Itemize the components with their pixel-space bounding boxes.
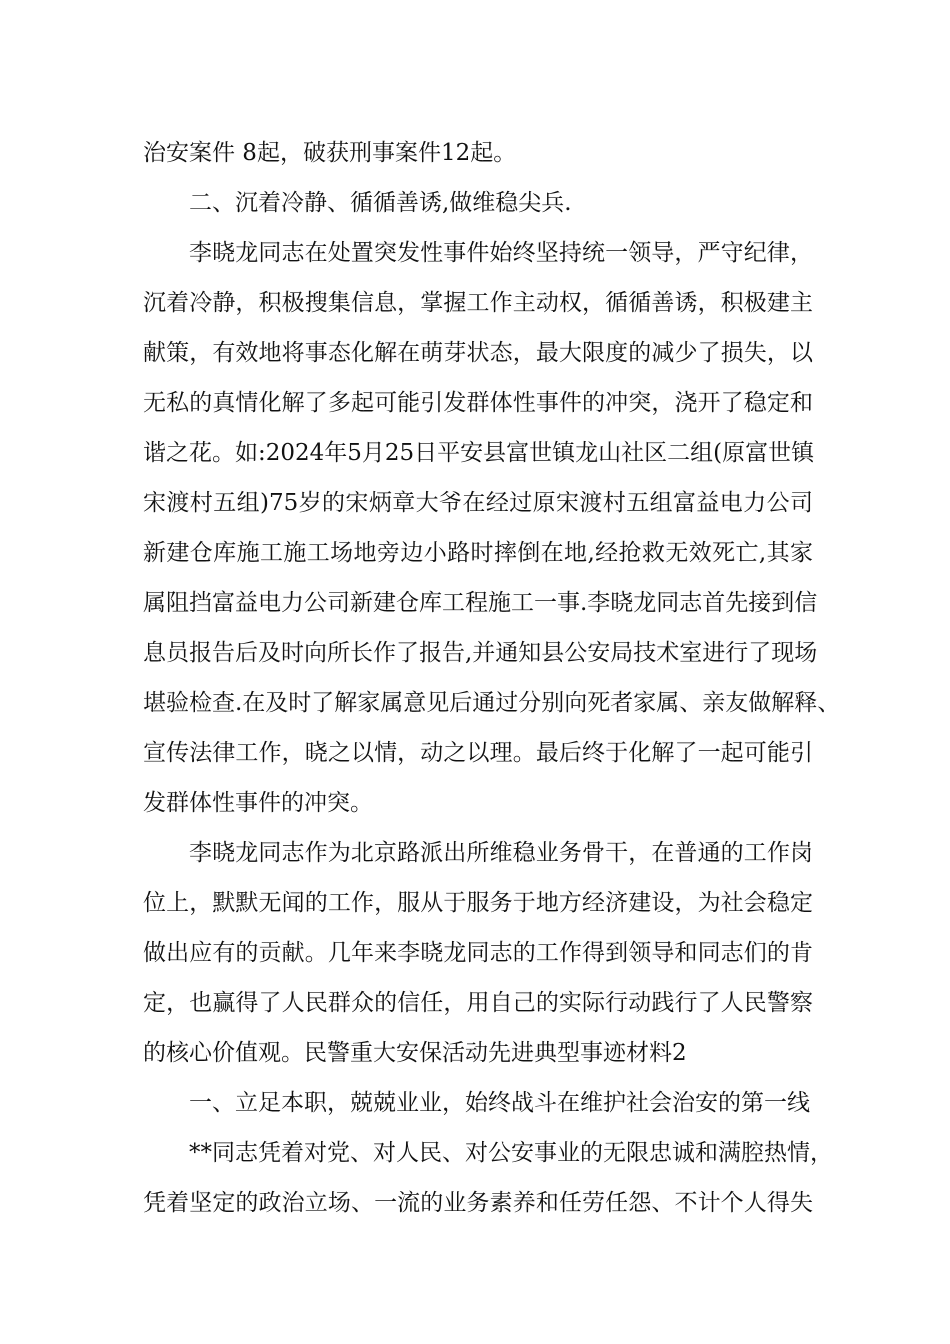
text-line: 宋渡村五组)75岁的宋炳章大爷在经过原宋渡村五组富益电力公司 [143, 490, 813, 516]
text-line: 发群体性事件的冲突。 [143, 790, 373, 816]
text-line: 沉着冷静，积极搜集信息，掌握工作主动权，循循善诱，积极建主 [143, 290, 813, 316]
text-line: 李晓龙同志作为北京路派出所维稳业务骨干，在普通的工作岗 [189, 840, 813, 866]
text-line: 献策，有效地将事态化解在萌芽状态，最大限度的减少了损失，以 [143, 340, 813, 366]
text-line: 谐之花。如:2024年5月25日平安县富世镇龙山社区二组(原富世镇 [143, 440, 815, 466]
text-line: 定，也赢得了人民群众的信任，用自己的实际行动践行了人民警察 [143, 990, 813, 1016]
text-line: 凭着坚定的政治立场、一流的业务素养和任劳任怨、不计个人得失 [143, 1190, 813, 1216]
text-line: 宣传法律工作，晓之以情，动之以理。最后终于化解了一起可能引 [143, 740, 813, 766]
text-line: 堪验检查.在及时了解家属意见后通过分别向死者家属、亲友做解释、 [143, 690, 841, 716]
text-line: 位上，默默无闻的工作，服从于服务于地方经济建设，为社会稳定 [143, 890, 813, 916]
text-line: 无私的真情化解了多起可能引发群体性事件的冲突，浇开了稳定和 [143, 390, 813, 416]
text-line: 治安案件 8起，破获刑事案件12起。 [143, 140, 517, 166]
section-heading: 一、立足本职，兢兢业业，始终战斗在维护社会治安的第一线 [189, 1090, 810, 1116]
section-heading: 二、沉着冷静、循循善诱,做维稳尖兵. [189, 190, 572, 216]
text-line: 新建仓库施工施工场地旁边小路时摔倒在地,经抢救无效死亡,其家 [143, 540, 813, 566]
document-body [143, 128, 841, 1228]
text-line: 做出应有的贡献。几年来李晓龙同志的工作得到领导和同志们的肯 [143, 940, 813, 966]
text-line: 息员报告后及时向所长作了报告,并通知县公安局技术室进行了现场 [143, 640, 818, 666]
text-line: 李晓龙同志在处置突发性事件始终坚持统一领导，严守纪律， [189, 240, 813, 266]
text-line: 属阻挡富益电力公司新建仓库工程施工一事.李晓龙同志首先接到信 [143, 590, 818, 616]
text-line: 的核心价值观。民警重大安保活动先进典型事迹材料2 [143, 1040, 687, 1066]
text-line: **同志凭着对党、对人民、对公安事业的无限忠诚和满腔热情， [189, 1140, 833, 1166]
